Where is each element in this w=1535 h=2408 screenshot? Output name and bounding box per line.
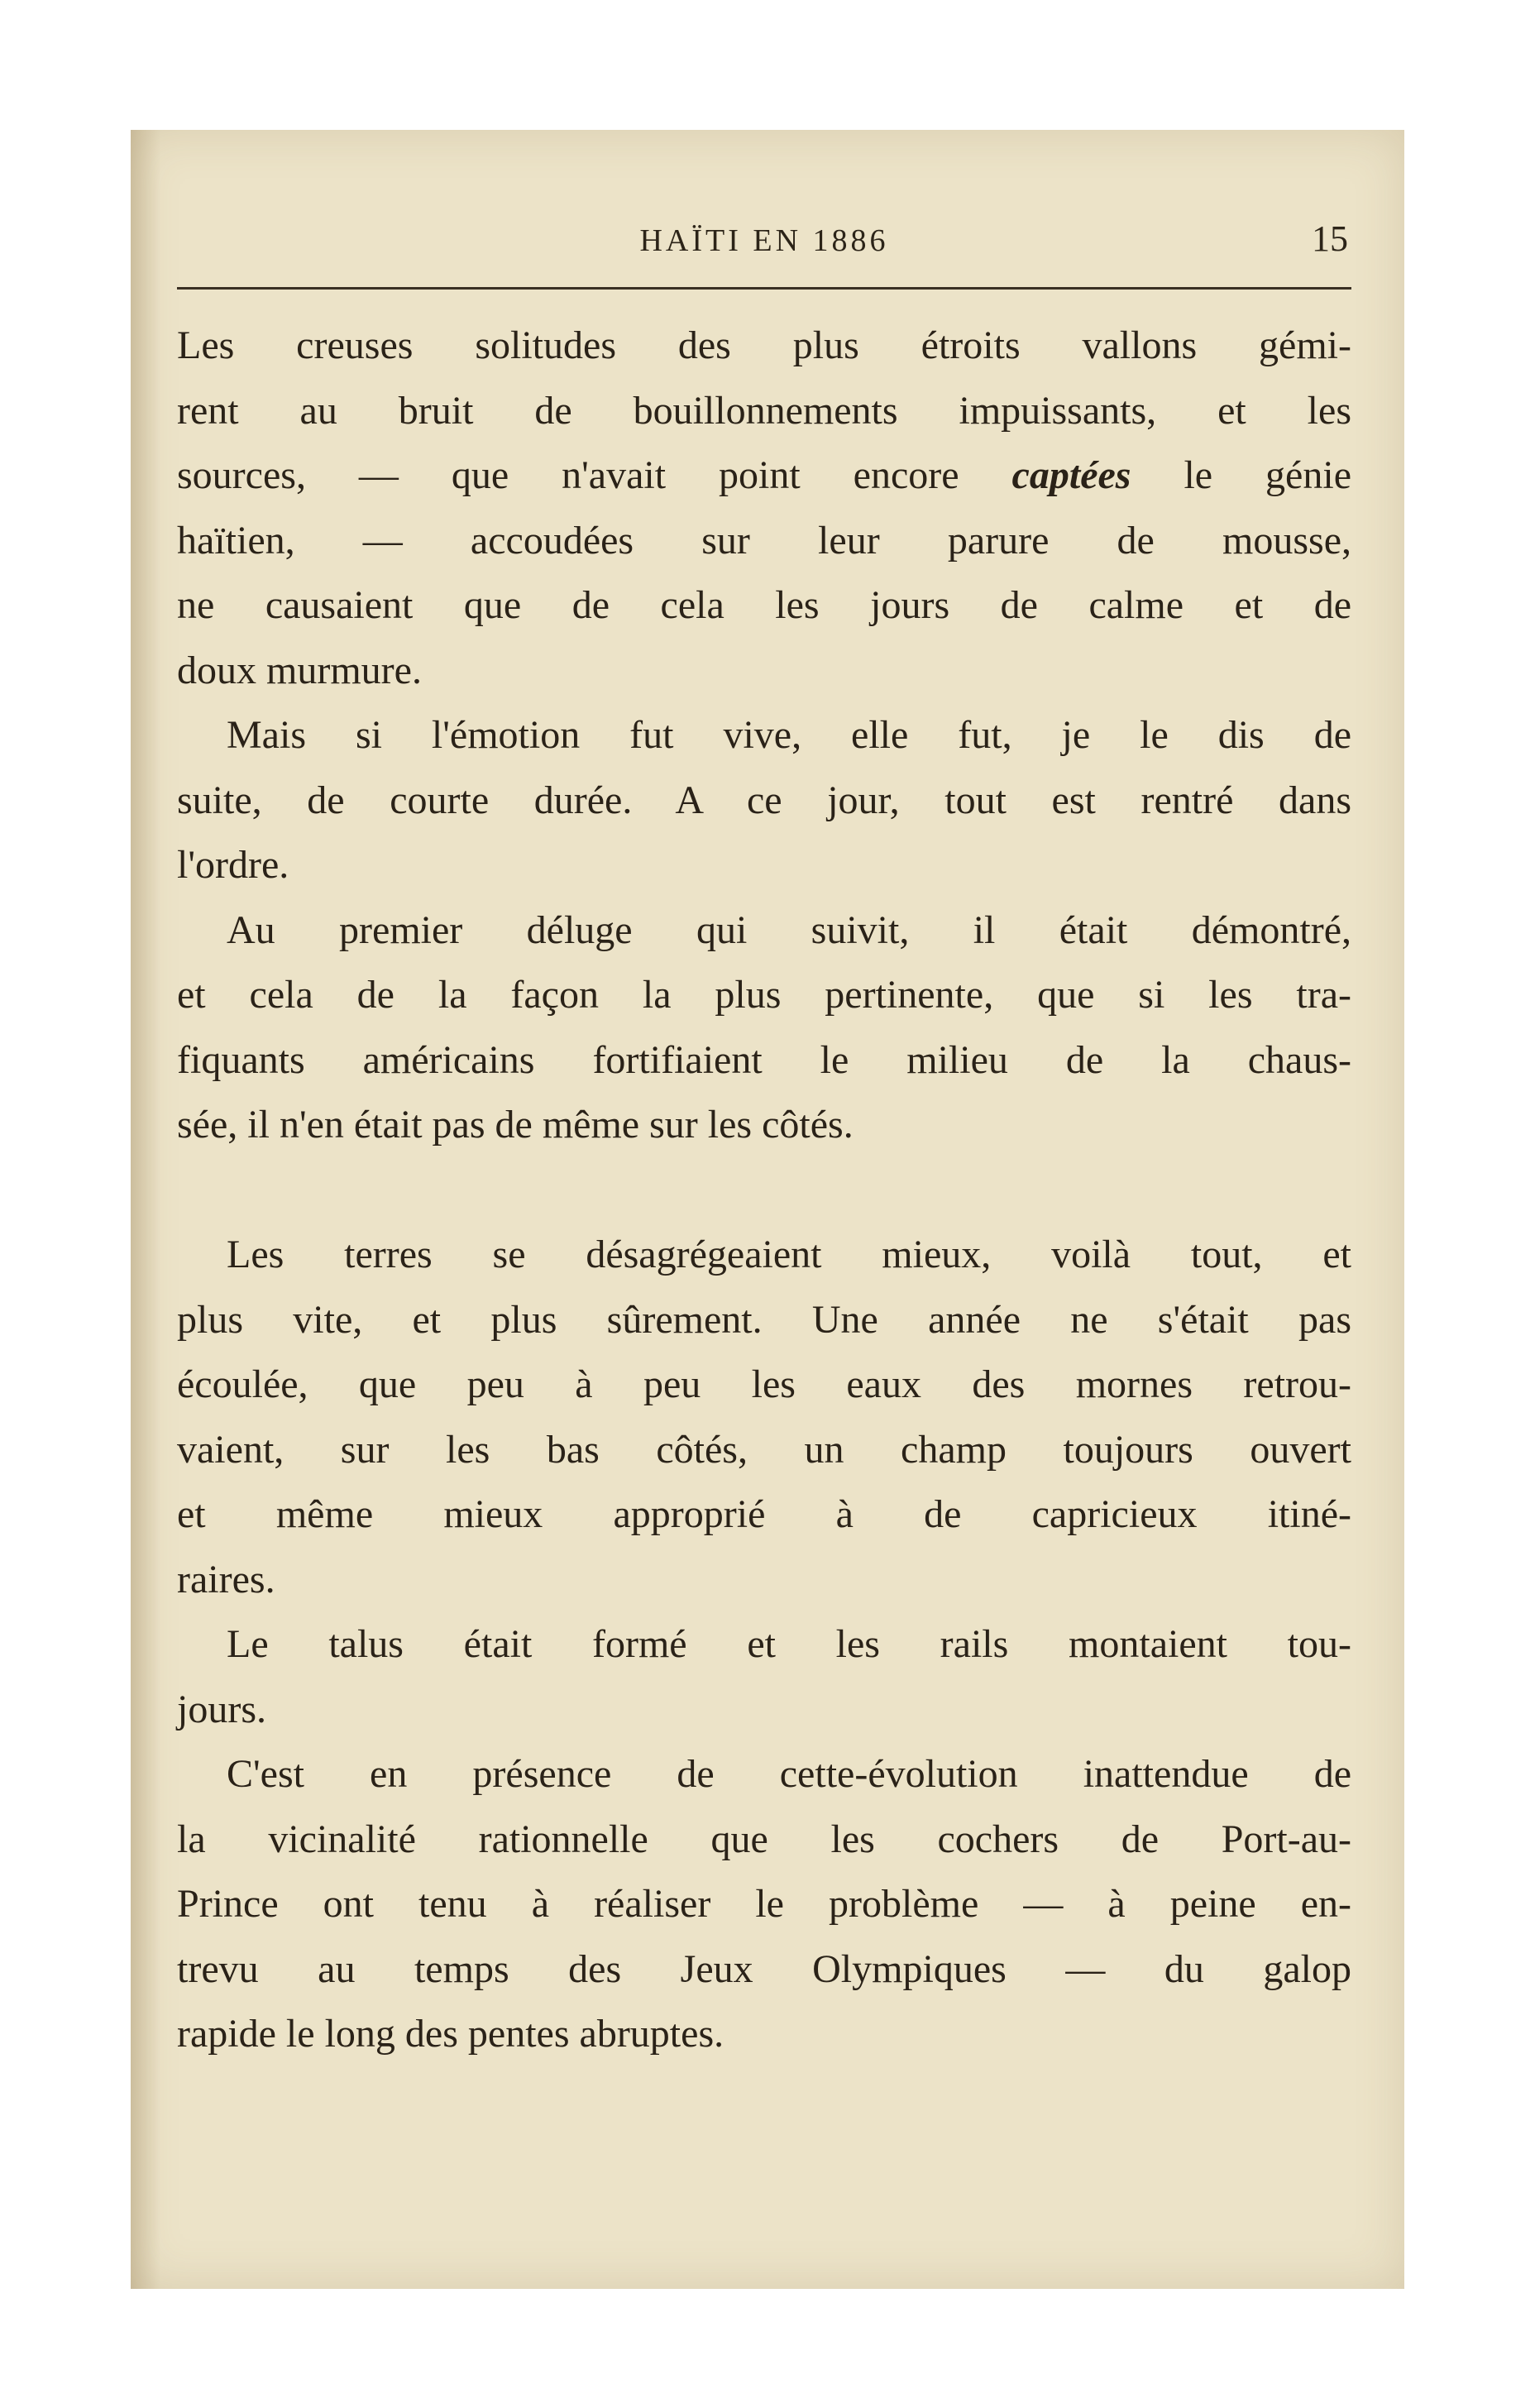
text-line: et même mieux approprié à de capricieux itiné- (177, 1492, 1351, 1536)
body-text (177, 314, 1351, 2067)
text-line: Au premier déluge qui suivit, il était démontré, (227, 907, 1351, 952)
text-line: haïtien, — accoudées sur leur parure de mousse, (177, 518, 1351, 563)
running-head (177, 130, 1351, 295)
text-line: vaient, sur les bas côtés, un champ toujours ouvert (177, 1427, 1351, 1472)
text-line: rapide le long des pentes abruptes. (177, 2012, 724, 2056)
paragraph-gap (177, 1158, 1351, 1223)
text-line: raires. (177, 1557, 275, 1601)
text-line: Le talus était formé et les rails montaient tou- (227, 1622, 1351, 1666)
text-line: sée, il n'en était pas de même sur les côtés. (177, 1103, 854, 1147)
text-line: fiquants américains fortifiaient le milieu de la chaus- (177, 1037, 1351, 1082)
text-segment: le génie (1131, 453, 1351, 497)
text-line: Prince ont tenu à réaliser le problème — à peine en- (177, 1882, 1351, 1926)
text-line: rent au bruit de bouillonnements impuissants, et les (177, 388, 1351, 433)
text-line: jours. (177, 1687, 266, 1731)
text-line: ne causaient que de cela les jours de calme et de (177, 583, 1351, 627)
text-line: Les terres se désagrégeaient mieux, voilà tout, et (227, 1233, 1351, 1276)
emphasized-word: captées (1011, 453, 1131, 497)
text-line: trevu au temps des Jeux Olympiques — du galop (177, 1946, 1351, 1991)
text-line: Mais si l'émotion fut vive, elle fut, je le dis de (227, 713, 1351, 757)
text-line: C'est en présence de cette-évolution inattendue de (227, 1752, 1351, 1796)
text-line: plus vite, et plus sûrement. Une année ne s'était pas (177, 1297, 1351, 1342)
text-line: doux murmure. (177, 648, 422, 692)
text-line (177, 443, 1351, 509)
text-line: et cela de la façon la plus pertinente, que si les tra- (177, 973, 1351, 1017)
text-line: écoulée, que peu à peu les eaux des mornes retrou- (177, 1362, 1351, 1406)
text-line: l'ordre. (177, 843, 289, 887)
text-line: suite, de courte durée. A ce jour, tout est rentré dans (177, 778, 1351, 822)
book-page (131, 130, 1404, 2289)
text-segment: sources, — que n'avait point encore (177, 453, 1012, 497)
page-number: 15 (1312, 218, 1348, 259)
text-line: Les creuses solitudes des plus étroits vallons gémi- (177, 323, 1351, 367)
header-rule (177, 287, 1351, 290)
running-title: HAÏTI EN 1886 (639, 223, 889, 258)
text-line: la vicinalité rationnelle que les cochers de Port-au- (177, 1817, 1351, 1861)
